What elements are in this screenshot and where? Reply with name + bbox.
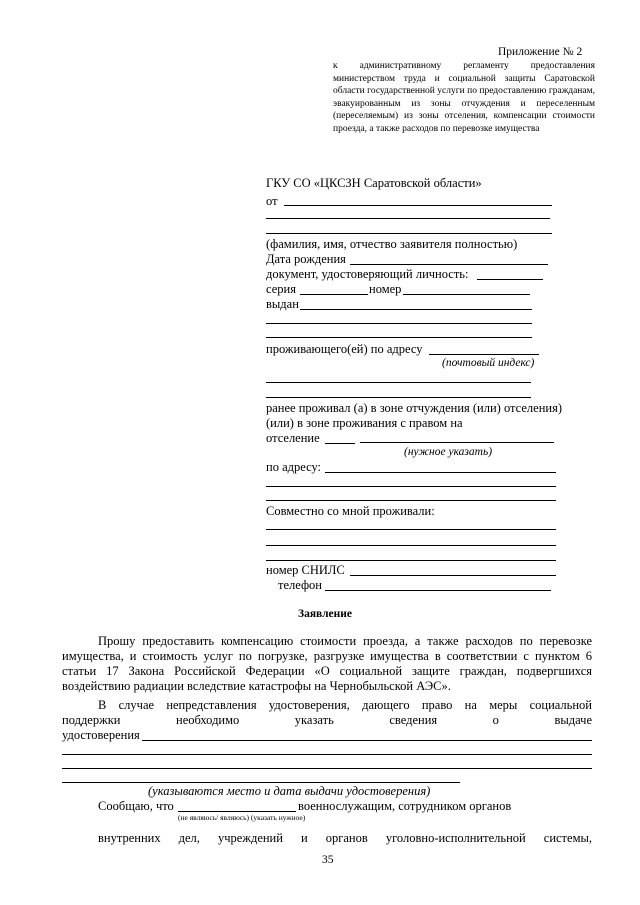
number-label: номер xyxy=(369,282,402,296)
residing-label: проживающего(ей) по адресу xyxy=(266,342,423,356)
cohabitants-label: Совместно со мной проживали: xyxy=(266,504,435,518)
snils-field[interactable] xyxy=(350,575,556,576)
report-status-field[interactable] xyxy=(178,811,296,812)
specify-hint: (нужное указать) xyxy=(404,446,493,458)
birth-date-field[interactable] xyxy=(350,264,548,265)
statement-para1-line2: имущества, и стоимость услуг по погрузке, разгрузке имущества в соответствии с пунктом 6 xyxy=(62,649,592,663)
name-hint: (фамилия, имя, отчество заявителя полностью) xyxy=(266,237,518,251)
appendix-title: Приложение № 2 xyxy=(498,46,583,58)
certificate-field[interactable] xyxy=(142,740,592,741)
from-field[interactable] xyxy=(284,205,552,206)
residing-field[interactable] xyxy=(429,354,539,355)
snils-label: номер СНИЛС xyxy=(266,563,345,577)
number-field[interactable] xyxy=(403,294,530,295)
series-field[interactable] xyxy=(300,294,368,295)
previous-residence-line-2: (или) в зоне проживания с правом на xyxy=(266,416,463,430)
name-field-line-3[interactable] xyxy=(266,233,552,234)
id-document-label: документ, удостоверяющий личность: xyxy=(266,267,469,281)
certificate-field-line-4[interactable] xyxy=(62,782,460,783)
issued-label: выдан xyxy=(266,297,299,311)
resettlement-field-short[interactable] xyxy=(325,443,355,444)
organization-name: ГКУ СО «ЦКСЗН Саратовской области» xyxy=(266,176,482,190)
postal-index-hint: (почтовый индекс) xyxy=(442,357,535,369)
from-label: от xyxy=(266,194,278,208)
issued-field-line-2[interactable] xyxy=(266,323,532,324)
certificate-field-line-3[interactable] xyxy=(62,768,592,769)
report-continuation: внутренних дел, учреждений и органов уголовно-исполнительной системы, xyxy=(98,831,592,845)
statement-title: Заявление xyxy=(298,608,353,620)
statement-para1-line1: Прошу предоставить компенсацию стоимости проезда, а также расходов по перевозке xyxy=(98,634,592,648)
residing-field-line-2[interactable] xyxy=(266,382,531,383)
resettlement-field[interactable] xyxy=(360,442,554,443)
issued-field-line-3[interactable] xyxy=(266,337,532,338)
phone-label: телефон xyxy=(278,578,322,592)
id-document-field[interactable] xyxy=(477,279,543,280)
certificate-field-line-2[interactable] xyxy=(62,754,592,755)
statement-para1-line4: воздействию радиации вследствие катастрофы на Чернобыльской АЭС». xyxy=(62,679,451,693)
cohabitants-field-line-1[interactable] xyxy=(266,529,556,530)
statement-para1-line3: статьи 17 Закона Российской Федерации «О социальной защите граждан, подвергшихся xyxy=(62,664,592,678)
statement-para2-line2: поддержки необходимо указать сведения о выдаче xyxy=(62,713,592,727)
report-hint: (не являюсь/ являюсь) (указать нужное) xyxy=(178,813,306,822)
previous-residence-line-1: ранее проживал (а) в зоне отчуждения (или) отселения) xyxy=(266,401,562,415)
birth-date-label: Дата рождения xyxy=(266,252,346,266)
report-suffix: военнослужащим, сотрудником органов xyxy=(298,799,512,813)
report-prefix: Сообщаю, что xyxy=(98,799,174,813)
phone-field[interactable] xyxy=(325,590,551,591)
statement-para2-line3: удостоверения xyxy=(62,728,140,742)
address-field-line-3[interactable] xyxy=(266,500,556,501)
certificate-hint: (указываются место и дата выдачи удостоверения) xyxy=(148,784,431,798)
resettlement-label: отселение xyxy=(266,431,320,445)
statement-para2-line1: В случае непредставления удостоверения, дающего право на меры социальной xyxy=(98,698,592,712)
name-field-line-2[interactable] xyxy=(266,218,550,219)
appendix-text: к административному регламенту предоставления министерством труда и социальной защиты Саратовской области государственной услуги по предоставлению гражданам, эвакуированным из зоны отчуждения и переселенным (переселяемым) из зоны отселения, компенсации стоимости проезда, а также расходов по перевозке имущества xyxy=(333,61,595,134)
issued-field[interactable] xyxy=(300,309,532,310)
address-label: по адресу: xyxy=(266,460,322,474)
cohabitants-field-line-3[interactable] xyxy=(266,560,556,561)
page-number: 35 xyxy=(322,854,334,866)
address-field[interactable] xyxy=(325,472,556,473)
series-label: серия xyxy=(266,282,296,296)
address-field-line-2[interactable] xyxy=(266,486,556,487)
residing-field-line-3[interactable] xyxy=(266,397,531,398)
cohabitants-field-line-2[interactable] xyxy=(266,545,556,546)
